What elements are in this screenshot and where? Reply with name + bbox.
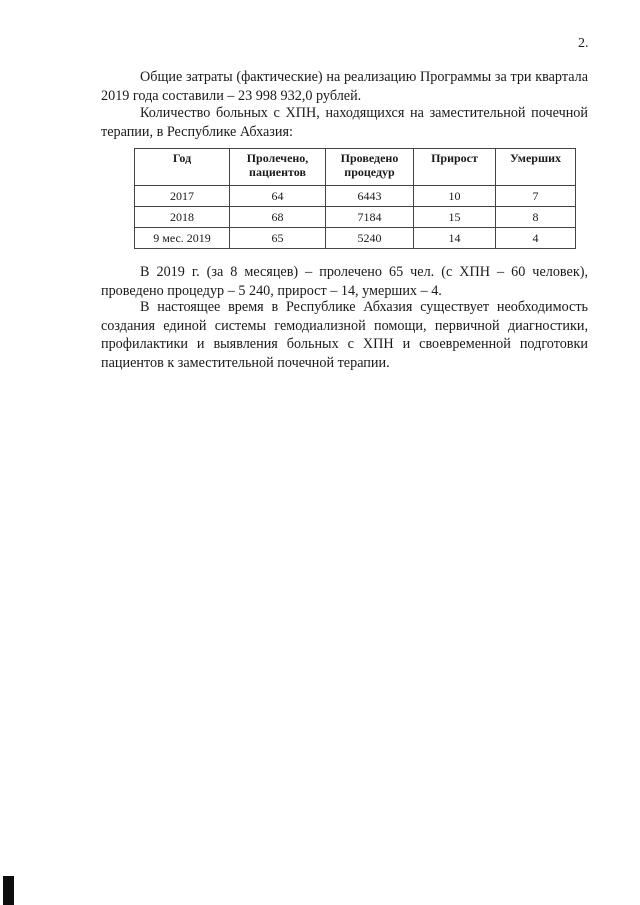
table-row	[135, 207, 576, 228]
header-deceased: Умерших	[496, 149, 576, 186]
paragraph-necessity: В настоящее время в Республике Абхазия существует необходимость создания единой системы гемодиализной помощи, первичной диагностики, профилактики и выявления больных с ХПН и своевременной подготовки пациентов к заместительной почечной терапии.	[101, 299, 588, 371]
header-procedures: Проведено процедур	[326, 149, 414, 186]
header-year: Год	[135, 149, 230, 186]
cell-treated: 68	[230, 207, 326, 228]
paragraph-patients-count-intro: Количество больных с ХПН, находящихся на заместительной почечной терапии, в Республике Абхазия:	[101, 105, 588, 140]
cell-procedures: 6443	[326, 186, 414, 207]
cell-year: 9 мес. 2019	[135, 228, 230, 249]
cell-procedures: 5240	[326, 228, 414, 249]
cell-treated: 64	[230, 186, 326, 207]
page-number: 2.	[578, 36, 589, 51]
paragraph-2019-summary: В 2019 г. (за 8 месяцев) – пролечено 65 чел. (с ХПН – 60 человек), проведено процедур – 5 240, прирост – 14, умерших – 4.	[101, 264, 588, 299]
cell-year: 2017	[135, 186, 230, 207]
cell-year: 2018	[135, 207, 230, 228]
scan-edge-mark	[3, 876, 14, 905]
cell-procedures: 7184	[326, 207, 414, 228]
cell-deceased: 7	[496, 186, 576, 207]
table-row	[135, 186, 576, 207]
cell-deceased: 8	[496, 207, 576, 228]
cell-deceased: 4	[496, 228, 576, 249]
table-row	[135, 228, 576, 249]
header-growth: Прирост	[414, 149, 496, 186]
paragraph-total-costs: Общие затраты (фактические) на реализацию Программы за три квартала 2019 года составили – 23 998 932,0 рублей.	[101, 69, 588, 104]
cell-growth: 10	[414, 186, 496, 207]
patients-statistics-table	[134, 148, 576, 249]
table-header-row	[135, 149, 576, 186]
cell-growth: 14	[414, 228, 496, 249]
header-treated-patients: Пролечено, пациентов	[230, 149, 326, 186]
cell-treated: 65	[230, 228, 326, 249]
cell-growth: 15	[414, 207, 496, 228]
